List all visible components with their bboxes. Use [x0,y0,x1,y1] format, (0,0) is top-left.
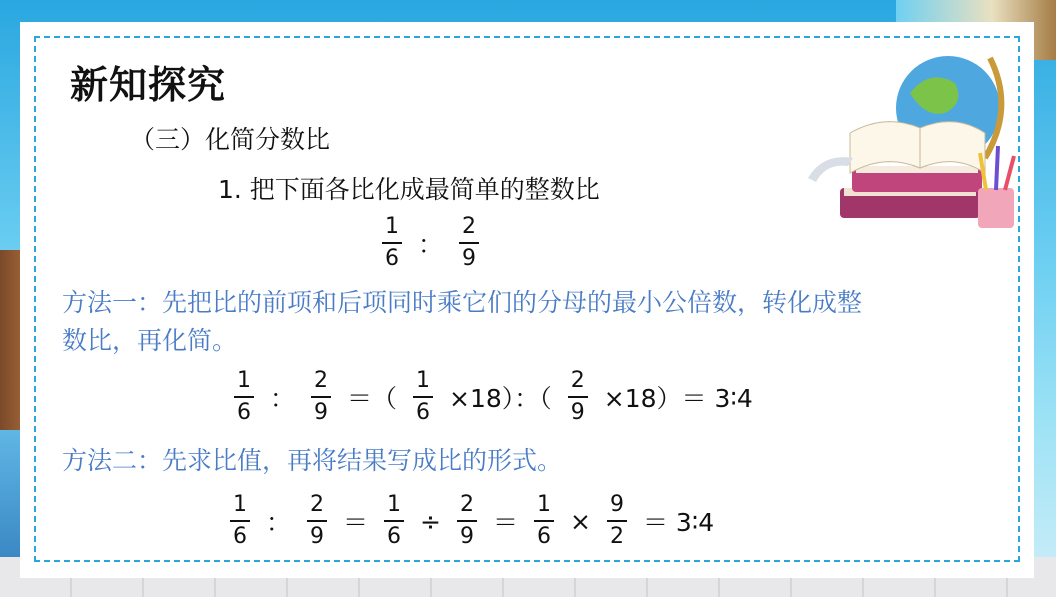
equals-operator: ＝ [343,508,369,537]
colon-operator: ： [418,230,444,259]
denominator: 9 [310,524,325,549]
fraction [384,492,404,550]
numerator: 1 [387,492,402,517]
numerator: 9 [609,492,624,517]
numerator: 1 [537,492,551,517]
result-text: ×18）＝ 3∶4 [603,384,753,413]
numerator: 1 [385,214,399,239]
fraction [382,214,402,272]
numerator: 2 [462,214,477,239]
numerator: 1 [416,368,431,393]
fraction [568,368,588,426]
method-two-text [62,442,562,480]
denominator: 9 [462,246,477,271]
colon-operator: ： [266,508,292,537]
colon-operator: ： [270,384,296,413]
numerator: 2 [570,368,585,393]
denominator: 6 [416,400,431,425]
fraction [607,492,627,550]
denominator: 6 [233,524,247,549]
multiply-operator: ×18）：（ [449,384,552,413]
denominator: 9 [459,524,474,549]
numerator: 1 [233,492,247,517]
equation-method-two [224,492,724,550]
result-text: ＝ 3∶4 [642,508,715,537]
denominator: 6 [537,524,551,549]
fraction [234,368,254,426]
numerator: 2 [459,492,474,517]
denominator: 9 [570,400,585,425]
fraction [230,492,250,550]
fraction [459,214,479,272]
ratio-expression [376,214,485,272]
denominator: 2 [609,524,624,549]
page-title: 新知探究 [70,63,227,107]
equals-operator: ＝（ [347,384,398,413]
equation-method-one [228,368,763,426]
globe-and-books-icon [800,38,1030,238]
fraction [311,368,331,426]
method-one-text [62,284,862,360]
equals-operator: ＝ [492,508,518,537]
divide-operator: ÷ [420,506,441,536]
denominator: 6 [385,246,399,271]
method-one-line1: 方法一：先把比的前项和后项同时乘它们的分母的最小公倍数，转化成整 [62,288,863,317]
fraction [307,492,327,550]
denominator: 9 [314,400,329,425]
numerator: 2 [314,368,329,393]
task-text: 1. 把下面各比化成最简单的整数比 [218,175,600,204]
denominator: 6 [237,400,251,425]
fraction [413,368,433,426]
fraction [534,492,554,550]
fraction [457,492,477,550]
multiply-operator: × [570,506,591,536]
denominator: 6 [387,524,402,549]
section-subtitle: （三）化简分数比 [130,125,331,154]
numerator: 2 [310,492,325,517]
method-one-line2: 数比，再化简。 [62,326,238,355]
method-two-line1: 方法二：先求比值，再将结果写成比的形式。 [62,446,563,475]
numerator: 1 [237,368,251,393]
